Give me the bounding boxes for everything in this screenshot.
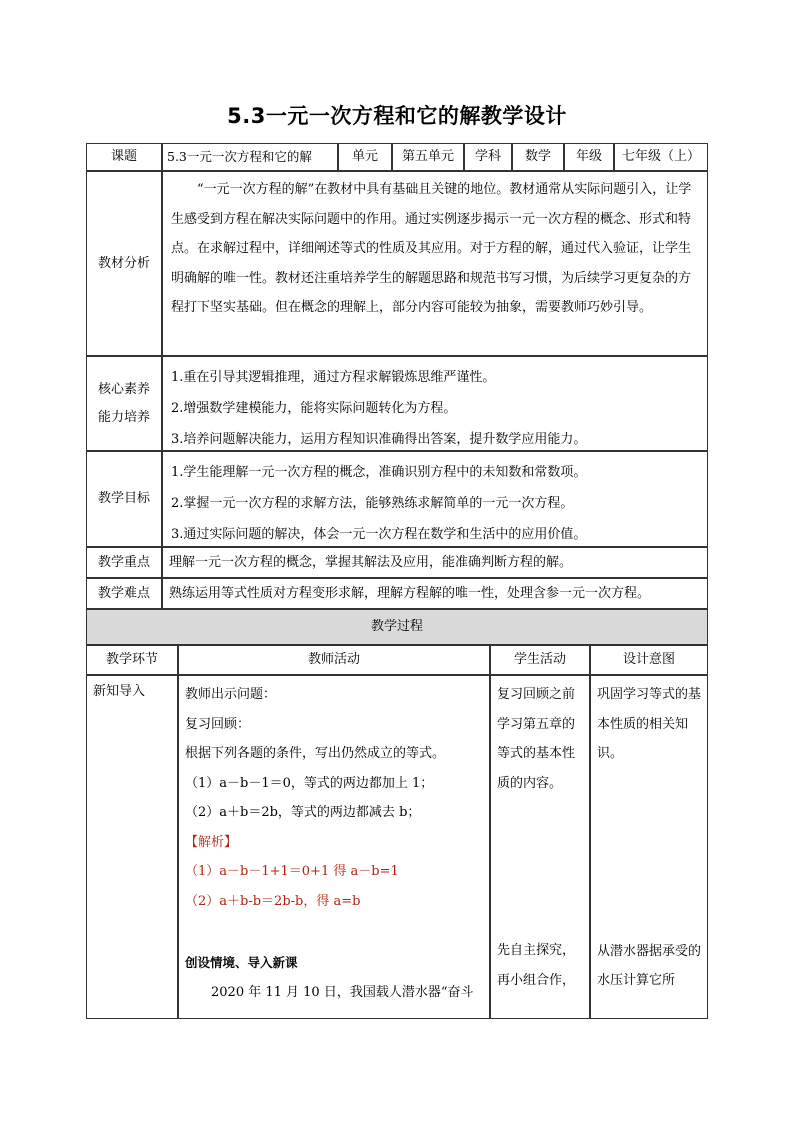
key-point-label: 教学重点 [86, 547, 162, 578]
stage-cell: 新知导入 [86, 675, 178, 1019]
goal-item: 3.通过实际问题的解决，体会一元一次方程在数学和生活中的应用价值。 [171, 527, 587, 542]
col-student: 学生活动 [490, 645, 590, 675]
goals-list [162, 451, 708, 547]
intent-text: 从潜水器据承受的水压计算它所 [597, 943, 702, 988]
student-text: 先自主探究，再小组合作， [497, 943, 576, 988]
literacy-label [86, 356, 162, 451]
student-activity [490, 675, 590, 1019]
literacy-item: 3.培养问题解决能力，运用方程知识准确得出答案，提升数学应用能力。 [171, 432, 587, 447]
col-stage: 教学环节 [86, 645, 178, 675]
process-header: 教学过程 [86, 609, 708, 645]
page-title: 5.3一元一次方程和它的解教学设计 [227, 104, 567, 128]
solution-line: （1）a－b－1+1＝0+1 得 a－b=1 [185, 864, 399, 879]
col-intent: 设计意图 [590, 645, 708, 675]
literacy-item: 2.增强数学建模能力，能将实际问题转化为方程。 [171, 401, 457, 416]
unit-label: 单元 [338, 143, 392, 171]
grade-label: 年级 [564, 143, 614, 171]
goal-item: 2.掌握一元一次方程的求解方法，能够熟练求解简单的一元一次方程。 [171, 496, 574, 511]
teacher-line: 根据下列各题的条件，写出仍然成立的等式。 [185, 746, 446, 761]
subject-label: 学科 [464, 143, 512, 171]
difficulty-text: 熟练运用等式性质对方程变形求解，理解方程解的唯一性，处理含参一元一次方程。 [162, 578, 708, 609]
key-point-text: 理解一元一次方程的概念，掌握其解法及应用，能准确判断方程的解。 [162, 547, 708, 578]
difficulty-label: 教学难点 [86, 578, 162, 609]
literacy-label-line-1: 核心素养 [97, 381, 150, 397]
teacher-line: （1）a－b－1＝0，等式的两边都加上 1； [185, 775, 434, 791]
intent-text: 巩固学习等式的基本性质的相关知识。 [597, 687, 702, 761]
analysis-label: 教材分析 [86, 171, 162, 356]
teacher-line: （2）a＋b＝2b，等式的两边都减去 b； [185, 805, 421, 820]
solution-line: （2）a＋b-b＝2b-b，得 a=b [185, 893, 361, 909]
literacy-label-line-2: 能力培养 [97, 409, 150, 425]
goals-label: 教学目标 [86, 451, 162, 547]
grade-value: 七年级（上） [614, 143, 708, 171]
course-label: 课题 [86, 143, 162, 171]
student-text: 复习回顾之前学习第五章的等式的基本性质的内容。 [497, 687, 576, 791]
unit-value: 第五单元 [392, 143, 464, 171]
analysis-text: “一元一次方程的解”在教材中具有基础且关键的地位。教材通常从实际问题引入，让学生感受到方程在解决实际问题中的作用。通过实例逐步揭示一元一次方程的概念、形式和特点。在求解过程中，详细阐述等式的性质及其应用。对于方程的解，通过代入验证，让学生明确解的唯一性。教材还注重培养学生的解题思路和规范书写习惯，为后续学习更复杂的方程打下坚实基础。但在概念的理解上，部分内容可能较为抽象，需要教师巧妙引导。 [162, 171, 708, 356]
teacher-activity [178, 675, 490, 1019]
design-intent [590, 675, 708, 1019]
story-line: 2020 年 11 月 10 日，我国载人潜水器“奋斗 [211, 984, 474, 1000]
subject-value: 数学 [512, 143, 564, 171]
col-teacher: 教师活动 [178, 645, 490, 675]
literacy-list [162, 356, 708, 451]
literacy-item: 1.重在引导其逻辑推理，通过方程求解锻炼思维严谨性。 [171, 370, 496, 385]
course-value: 5.3一元一次方程和它的解 [162, 143, 338, 171]
section-heading: 创设情境、导入新课 [185, 955, 298, 970]
goal-item: 1.学生能理解一元一次方程的概念，准确识别方程中的未知数和常数项。 [171, 465, 587, 480]
teacher-line: 教师出示问题： [185, 687, 277, 702]
analysis-tag: 【解析】 [185, 834, 238, 850]
teacher-line: 复习回顾： [185, 716, 251, 732]
